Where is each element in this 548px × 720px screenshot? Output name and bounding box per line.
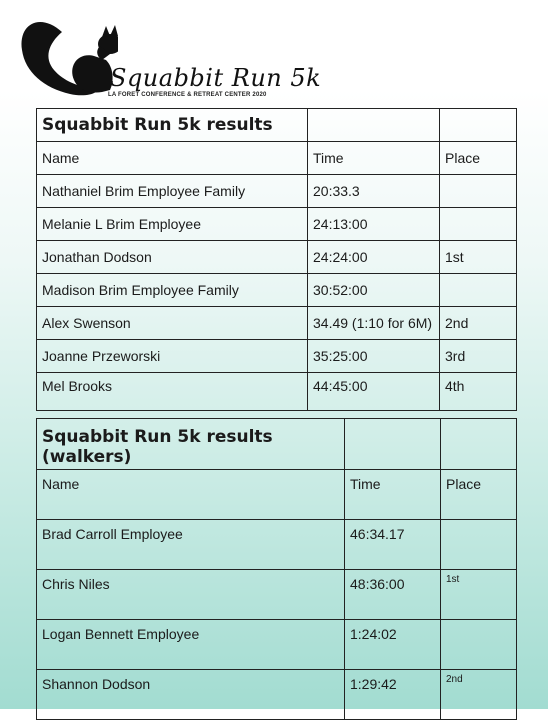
table-row	[37, 241, 517, 274]
walker-place: 1st	[441, 570, 517, 620]
runner-name: Joanne Przeworski	[37, 340, 308, 373]
walker-name: Brad Carroll Employee	[37, 520, 345, 570]
table-row	[37, 373, 517, 411]
runner-place: 2nd	[440, 307, 517, 340]
walker-name: Shannon Dodson	[37, 670, 345, 720]
runner-place	[440, 208, 517, 241]
empty-cell	[441, 419, 517, 470]
walker-time: 1:29:42	[345, 670, 441, 720]
runner-name: Madison Brim Employee Family	[37, 274, 308, 307]
header-name: Name	[37, 142, 308, 175]
runner-time: 34.49 (1:10 for 6M)	[308, 307, 440, 340]
table-row	[37, 175, 517, 208]
walker-place	[441, 620, 517, 670]
header-name: Name	[37, 470, 345, 520]
header-place: Place	[440, 142, 517, 175]
walkers-results-table	[36, 418, 517, 720]
walker-place: 2nd	[441, 670, 517, 720]
table-row	[37, 307, 517, 340]
runner-time: 35:25:00	[308, 340, 440, 373]
walker-time: 46:34.17	[345, 520, 441, 570]
runner-name: Alex Swenson	[37, 307, 308, 340]
runner-place: 3rd	[440, 340, 517, 373]
header-time: Time	[308, 142, 440, 175]
empty-cell	[345, 419, 441, 470]
runners-results-table	[36, 108, 517, 411]
table-header-row	[37, 142, 517, 175]
runner-time: 30:52:00	[308, 274, 440, 307]
walker-name: Chris Niles	[37, 570, 345, 620]
table-row	[37, 570, 517, 620]
squirrel-icon	[18, 10, 118, 100]
empty-cell	[308, 109, 440, 142]
table-row	[37, 670, 517, 720]
table-row	[37, 340, 517, 373]
runner-time: 24:13:00	[308, 208, 440, 241]
runner-place	[440, 175, 517, 208]
walker-time: 1:24:02	[345, 620, 441, 670]
empty-cell	[440, 109, 517, 142]
runner-time: 20:33.3	[308, 175, 440, 208]
logo-subtitle: LA FORET CONFERENCE & RETREAT CENTER 2020	[108, 92, 267, 98]
walker-name: Logan Bennett Employee	[37, 620, 345, 670]
table-header-row	[37, 470, 517, 520]
table-row	[37, 620, 517, 670]
runner-name: Nathaniel Brim Employee Family	[37, 175, 308, 208]
walker-place	[441, 520, 517, 570]
walker-time: 48:36:00	[345, 570, 441, 620]
runner-time: 24:24:00	[308, 241, 440, 274]
logo-title: Squabbit Run 5k	[110, 64, 322, 92]
table-row	[37, 208, 517, 241]
header-place: Place	[441, 470, 517, 520]
runner-name: Mel Brooks	[37, 373, 308, 411]
runner-name: Jonathan Dodson	[37, 241, 308, 274]
runner-place: 1st	[440, 241, 517, 274]
runners-table-title: Squabbit Run 5k results	[37, 109, 308, 142]
logo	[18, 10, 322, 100]
runner-place	[440, 274, 517, 307]
runner-time: 44:45:00	[308, 373, 440, 411]
walkers-table-title: Squabbit Run 5k results (walkers)	[37, 419, 345, 470]
runner-place: 4th	[440, 373, 517, 411]
runner-name: Melanie L Brim Employee	[37, 208, 308, 241]
table-title-row	[37, 419, 517, 470]
table-title-row	[37, 109, 517, 142]
table-row	[37, 274, 517, 307]
table-row	[37, 520, 517, 570]
header-time: Time	[345, 470, 441, 520]
